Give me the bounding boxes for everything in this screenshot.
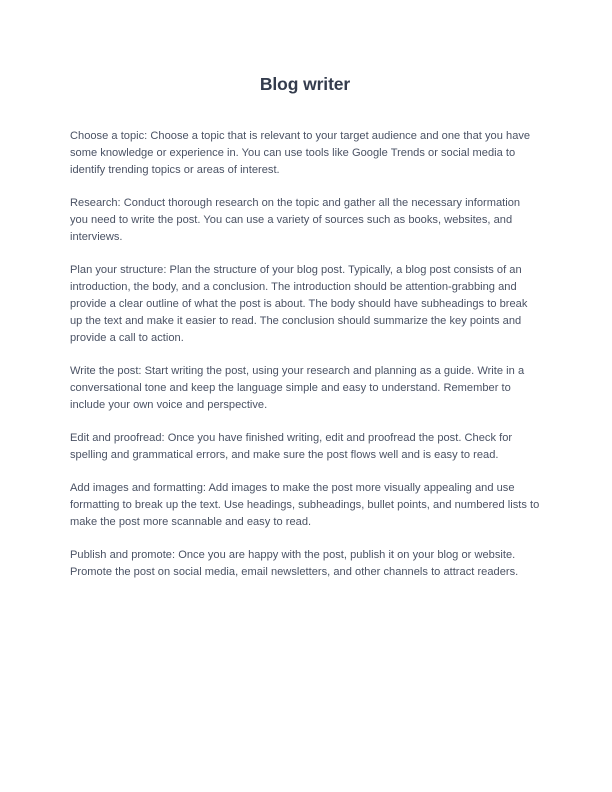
document-content-column: [70, 0, 540, 581]
paragraph: Choose a topic: Choose a topic that is relevant to your target audience and one that you have some knowledge or experience in. You can use tools like Google Trends or social media to identify trending topics or areas of interest.: [70, 130, 531, 176]
paragraph: Add images and formatting: Add images to make the post more visually appealing and use formatting to break up the text. Use headings, subheadings, bullet points, and numbered lists to make the post more scannable and easy to read.: [70, 482, 540, 528]
paragraph: Plan your structure: Plan the structure of your blog post. Typically, a blog post consists of an introduction, the body, and a conclusion. The introduction should be attention-grabbing and provide a clear outline of what the post is about. The body should have subheadings to break up the text and make it easier to read. The conclusion should summarize the key points and provide a call to action.: [70, 264, 528, 344]
document-body: [70, 95, 540, 581]
page-title: Blog writer: [259, 74, 351, 94]
paragraph: Write the post: Start writing the post, using your research and planning as a guide. Write in a conversational tone and keep the language simple and easy to understand. Remember to include your own voice and perspective.: [70, 365, 525, 411]
paragraph: Research: Conduct thorough research on the topic and gather all the necessary information you need to write the post. You can use a variety of sources such as books, websites, and interviews.: [70, 197, 521, 243]
paragraph: Publish and promote: Once you are happy with the post, publish it on your blog or website. Promote the post on social media, email newsletters, and other channels to attract readers.: [70, 549, 519, 578]
paragraph: Edit and proofread: Once you have finished writing, edit and proofread the post. Check for spelling and grammatical errors, and make sure the post flows well and is easy to read.: [70, 432, 513, 461]
